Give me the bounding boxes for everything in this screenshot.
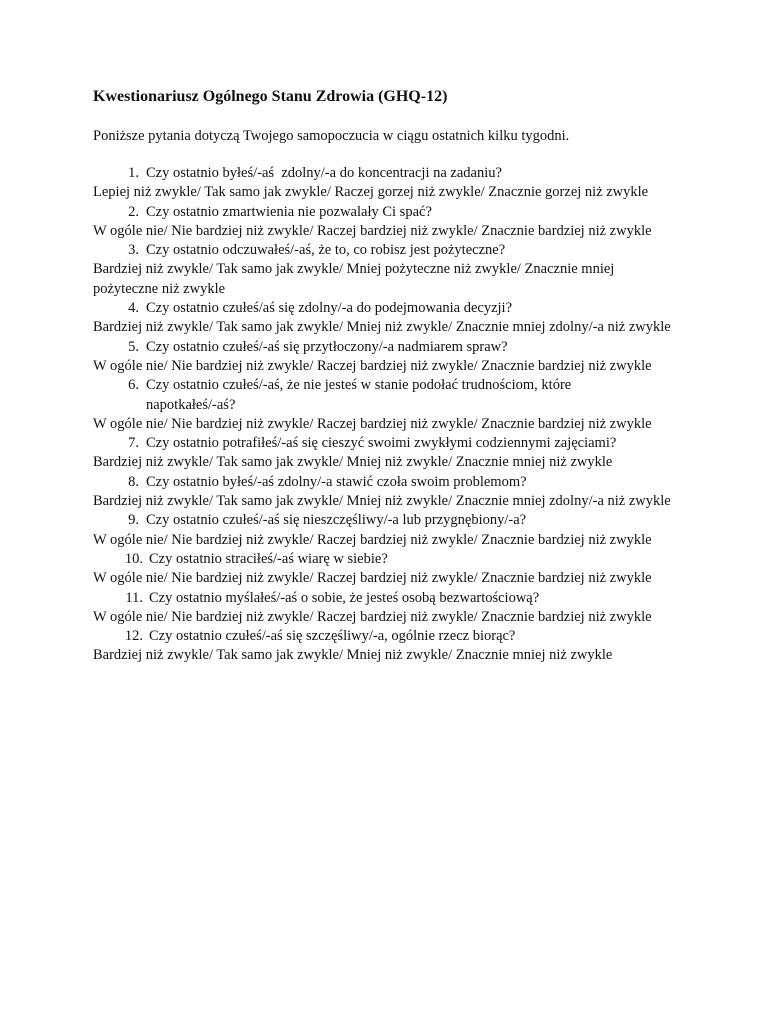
intro-paragraph: Poniższe pytania dotyczą Twojego samopoczucia w ciągu ostatnich kilku tygodni. bbox=[93, 128, 570, 144]
question-2 bbox=[93, 203, 673, 222]
answer-options: Bardziej niż zwykle/ Tak samo jak zwykle/ Mniej pożyteczne niż zwykle/ Znacznie mniej pożyteczne niż zwykle bbox=[93, 261, 615, 297]
question-text: Czy ostatnio czułeś/aś się zdolny/-a do podejmowania decyzji? bbox=[146, 300, 513, 317]
question-1 bbox=[93, 164, 673, 183]
question-item-9 bbox=[93, 511, 673, 550]
question-number: 6. bbox=[128, 377, 139, 394]
question-item-5 bbox=[93, 338, 673, 377]
answer-options: Lepiej niż zwykle/ Tak samo jak zwykle/ Raczej gorzej niż zwykle/ Znacznie gorzej niż zwykle bbox=[93, 184, 649, 201]
question-item-6 bbox=[93, 376, 673, 434]
question-item-10 bbox=[93, 550, 673, 589]
question-3 bbox=[93, 241, 673, 260]
answer-options: Bardziej niż zwykle/ Tak samo jak zwykle/ Mniej niż zwykle/ Znacznie mniej zdolny/-a niż zwykle bbox=[93, 319, 671, 336]
answer-options: Bardziej niż zwykle/ Tak samo jak zwykle/ Mniej niż zwykle/ Znacznie mniej niż zwykle bbox=[93, 647, 613, 664]
answer-options: W ogóle nie/ Nie bardziej niż zwykle/ Raczej bardziej niż zwykle/ Znacznie bardziej niż zwykle bbox=[93, 570, 652, 587]
question-11 bbox=[93, 589, 673, 608]
question-number: 7. bbox=[128, 435, 139, 452]
question-number: 3. bbox=[128, 242, 139, 259]
answer-options: W ogóle nie/ Nie bardziej niż zwykle/ Raczej bardziej niż zwykle/ Znacznie bardziej niż zwykle bbox=[93, 222, 652, 239]
question-text: Czy ostatnio potrafiłeś/-aś się cieszyć swoimi zwykłymi codziennymi zajęciami? bbox=[146, 435, 617, 452]
question-number: 12. bbox=[124, 628, 143, 645]
question-text: Czy ostatnio odczuwałeś/-aś, że to, co robisz jest pożyteczne? bbox=[146, 242, 506, 259]
document-title: Kwestionariusz Ogólnego Stanu Zdrowia (GHQ-12) bbox=[93, 88, 448, 105]
question-text: Czy ostatnio czułeś/-aś się szczęśliwy/-a, ogólnie rzecz biorąc? bbox=[149, 628, 516, 645]
question-6 bbox=[93, 376, 673, 415]
question-number: 4. bbox=[128, 300, 139, 317]
question-8 bbox=[93, 473, 673, 492]
question-text: Czy ostatnio straciłeś/-aś wiarę w siebie? bbox=[149, 550, 388, 567]
question-number: 10. bbox=[124, 550, 143, 567]
question-text: Czy ostatnio czułeś/-aś się nieszczęśliwy/-a lub przygnębiony/-a? bbox=[146, 512, 527, 529]
question-number: 8. bbox=[128, 473, 139, 490]
question-text: Czy ostatnio czułeś/-aś, że nie jesteś w stanie podołać trudnościom, które napotkałeś/-aś? bbox=[146, 377, 572, 413]
question-text: Czy ostatnio byłeś/-aś zdolny/-a do koncentracji na zadaniu? bbox=[146, 165, 502, 181]
question-text: Czy ostatnio byłeś/-aś zdolny/-a stawić czoła swoim problemom? bbox=[146, 473, 527, 490]
question-item-12 bbox=[93, 627, 673, 666]
question-5 bbox=[93, 338, 673, 357]
question-10 bbox=[93, 550, 673, 569]
question-text: Czy ostatnio myślałeś/-aś o sobie, że jesteś osobą bezwartościową? bbox=[149, 589, 540, 606]
answer-options: W ogóle nie/ Nie bardziej niż zwykle/ Raczej bardziej niż zwykle/ Znacznie bardziej niż zwykle bbox=[93, 415, 652, 432]
question-item-3 bbox=[93, 241, 673, 299]
question-number: 2. bbox=[128, 203, 139, 220]
question-number: 9. bbox=[128, 512, 139, 529]
question-4 bbox=[93, 299, 673, 318]
question-item-11 bbox=[93, 589, 673, 628]
question-item-1 bbox=[93, 164, 673, 203]
question-number: 11. bbox=[125, 589, 143, 606]
answer-options: W ogóle nie/ Nie bardziej niż zwykle/ Raczej bardziej niż zwykle/ Znacznie bardziej niż zwykle bbox=[93, 608, 652, 625]
question-9 bbox=[93, 511, 673, 530]
answer-options: W ogóle nie/ Nie bardziej niż zwykle/ Raczej bardziej niż zwykle/ Znacznie bardziej niż zwykle bbox=[93, 357, 652, 374]
question-list bbox=[93, 164, 673, 666]
answer-options: Bardziej niż zwykle/ Tak samo jak zwykle/ Mniej niż zwykle/ Znacznie mniej niż zwykle bbox=[93, 454, 613, 471]
question-item-2 bbox=[93, 203, 673, 242]
question-item-7 bbox=[93, 434, 673, 473]
question-item-8 bbox=[93, 473, 673, 512]
question-number: 5. bbox=[128, 338, 139, 355]
question-7 bbox=[93, 434, 673, 453]
question-text: Czy ostatnio czułeś/-aś się przytłoczony/-a nadmiarem spraw? bbox=[146, 338, 508, 355]
question-text: Czy ostatnio zmartwienia nie pozwalały Ci spać? bbox=[146, 203, 432, 220]
answer-options: W ogóle nie/ Nie bardziej niż zwykle/ Raczej bardziej niż zwykle/ Znacznie bardziej niż zwykle bbox=[93, 531, 652, 548]
answer-options: Bardziej niż zwykle/ Tak samo jak zwykle/ Mniej niż zwykle/ Znacznie mniej zdolny/-a niż zwykle bbox=[93, 493, 671, 510]
question-number: 1. bbox=[128, 165, 139, 181]
question-item-4 bbox=[93, 299, 673, 338]
question-12 bbox=[93, 627, 673, 646]
